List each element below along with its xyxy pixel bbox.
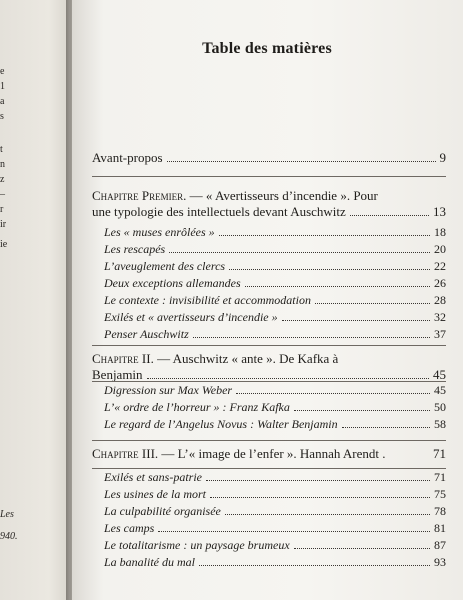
toc-section-page: 78 <box>434 504 446 518</box>
toc-section-label: La banalité du mal <box>104 555 196 569</box>
section-divider <box>92 176 446 177</box>
toc-section-page: 93 <box>434 555 446 569</box>
toc-section-label: Le regard de l’Angelus Novus : Walter Benjamin <box>104 417 338 431</box>
left-page-fragment: s <box>0 111 4 122</box>
page-title: Table des matières <box>202 40 332 57</box>
toc-section <box>104 242 446 259</box>
chapter-title-line1: — Auschwitz « ante ». De Kafka à <box>153 351 339 366</box>
toc-section-label: La culpabilité organisée <box>104 504 221 518</box>
toc-section <box>104 400 446 417</box>
dot-leader <box>294 410 430 411</box>
toc-entry-page: 9 <box>439 150 446 165</box>
left-page-fragment: 940. <box>0 531 18 542</box>
left-page-fragment: ie <box>0 239 8 250</box>
toc-section-label: Les rescapés <box>104 242 166 256</box>
left-page-fragment: a <box>0 96 5 107</box>
dot-leader <box>158 531 430 532</box>
chapter-heading <box>92 188 446 220</box>
chapter-page: 45 <box>433 367 446 382</box>
dot-leader <box>206 480 430 481</box>
section-divider <box>92 440 446 441</box>
toc-section <box>104 310 446 327</box>
toc-section-page: 22 <box>434 259 446 273</box>
chapter-title-line2: Benjamin <box>92 367 143 382</box>
toc-section-label: Exilés et « avertisseurs d’incendie » <box>104 310 278 324</box>
toc-section <box>104 470 446 487</box>
toc-section-label: L’aveuglement des clercs <box>104 259 226 273</box>
dot-leader <box>219 235 430 236</box>
toc-section-page: 50 <box>434 400 446 414</box>
toc-section-label: Les camps <box>104 521 155 535</box>
dot-leader <box>210 497 430 498</box>
dot-leader <box>342 427 430 428</box>
chapter-page: 71 <box>433 446 446 461</box>
chapter-number: Chapitre III. <box>92 446 159 461</box>
toc-section-page: 87 <box>434 538 446 552</box>
left-page-fragment: Les <box>0 509 14 520</box>
dot-leader <box>199 565 430 566</box>
section-divider <box>92 381 446 382</box>
dot-leader <box>245 286 430 287</box>
left-page-fragment: 1 <box>0 81 5 92</box>
toc-section-page: 18 <box>434 225 446 239</box>
toc-section <box>104 538 446 555</box>
toc-entry-front <box>92 150 446 167</box>
toc-section <box>104 225 446 242</box>
toc-section-label: Digression sur Max Weber <box>104 383 233 397</box>
left-page-fragment: r <box>0 204 4 215</box>
toc-section-label: Le contexte : invisibilité et accommodation <box>104 293 311 307</box>
dot-leader <box>147 378 429 379</box>
toc-section-page: 81 <box>434 521 446 535</box>
chapter-heading <box>92 351 446 383</box>
toc-section-page: 71 <box>434 470 446 484</box>
toc-section-page: 75 <box>434 487 446 501</box>
toc-section <box>104 487 446 504</box>
toc-section-page: 26 <box>434 276 446 290</box>
chapter-number: Chapitre II. <box>92 351 154 366</box>
toc-section-page: 20 <box>434 242 446 256</box>
left-page-fragment: n <box>0 159 5 170</box>
chapter-title-line1: — L’« image de l’enfer ». Hannah Arendt . <box>158 446 386 461</box>
left-page-fragment: z <box>0 174 5 185</box>
toc-section <box>104 327 446 344</box>
toc-section-label: Penser Auschwitz <box>104 327 189 341</box>
toc-page <box>72 0 463 600</box>
chapter-page: 13 <box>433 204 446 219</box>
toc-section <box>104 504 446 521</box>
dot-leader <box>294 548 430 549</box>
toc-section-page: 58 <box>434 417 446 431</box>
dot-leader <box>167 161 436 162</box>
dot-leader <box>315 303 430 304</box>
dot-leader <box>225 514 430 515</box>
toc-section-page: 32 <box>434 310 446 324</box>
dot-leader <box>282 320 430 321</box>
toc-section-label: L’« ordre de l’horreur » : Franz Kafka <box>104 400 290 414</box>
toc-section-label: Le totalitarisme : un paysage brumeux <box>104 538 290 552</box>
chapter-number: Chapitre Premier. <box>92 188 187 203</box>
dot-leader <box>350 215 429 216</box>
toc-section <box>104 417 446 434</box>
toc-section-label: Les « muses enrôlées » <box>104 225 215 239</box>
toc-section <box>104 259 446 276</box>
toc-section-label: Deux exceptions allemandes <box>104 276 241 290</box>
toc-entry-label: Avant-propos <box>92 150 163 165</box>
toc-section <box>104 555 446 572</box>
toc-section-page: 37 <box>434 327 446 341</box>
toc-section <box>104 293 446 310</box>
chapter-title-line2: une typologie des intellectuels devant Auschwitz <box>92 204 346 219</box>
chapter-heading <box>92 446 446 463</box>
dot-leader <box>236 393 430 394</box>
dot-leader <box>169 252 430 253</box>
toc-section-page: 45 <box>434 383 446 397</box>
toc-section-page: 28 <box>434 293 446 307</box>
toc-section-label: Exilés et sans-patrie <box>104 470 202 484</box>
section-divider <box>92 345 446 346</box>
toc-section <box>104 383 446 400</box>
dot-leader <box>229 269 430 270</box>
left-page-fragment: – <box>0 189 5 200</box>
left-facing-page <box>0 0 70 600</box>
toc-section-label: Les usines de la mort <box>104 487 206 501</box>
toc-section <box>104 276 446 293</box>
section-divider <box>92 468 446 469</box>
left-page-fragment: ir <box>0 219 7 230</box>
left-page-fragment: e <box>0 66 5 77</box>
toc-section <box>104 521 446 538</box>
chapter-title-line1: — « Avertisseurs d’incendie ». Pour <box>186 188 378 203</box>
left-page-fragment: t <box>0 144 3 155</box>
dot-leader <box>193 337 430 338</box>
